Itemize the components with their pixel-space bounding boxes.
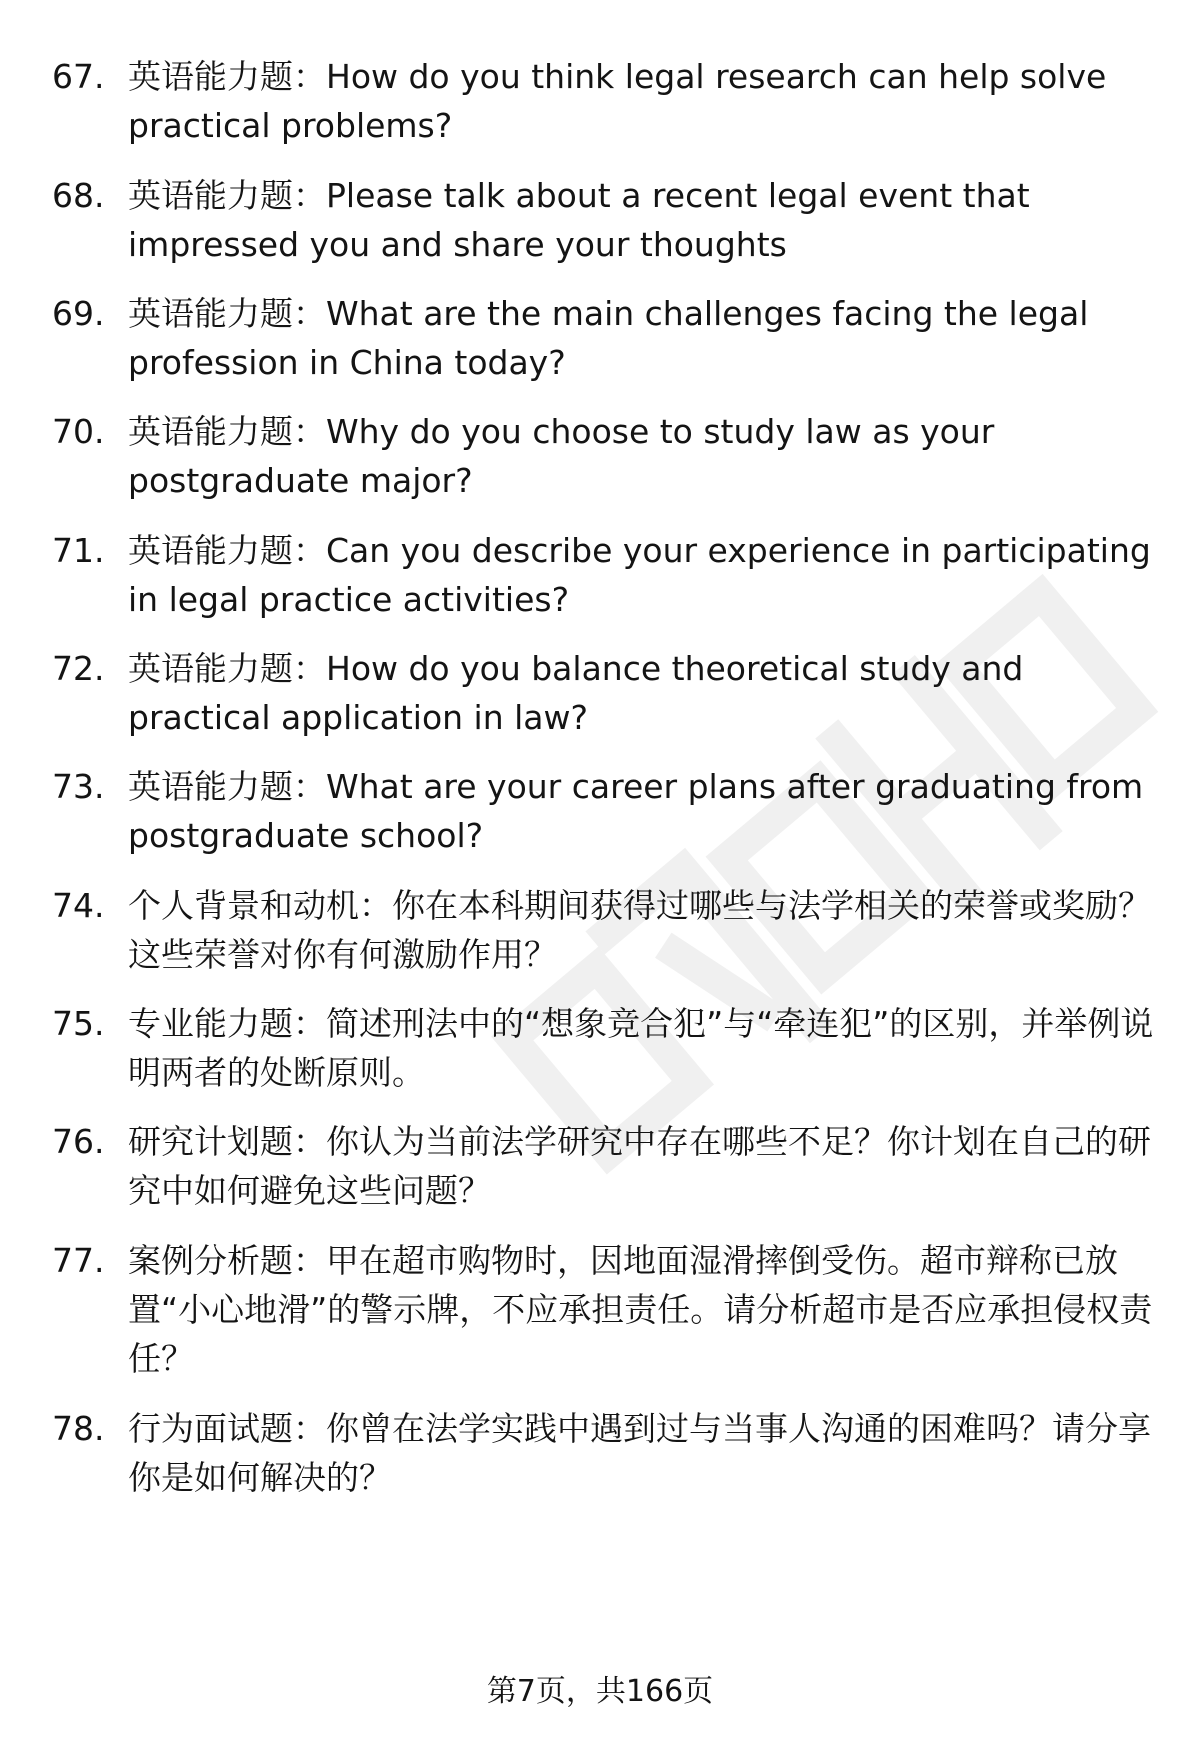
question-text: 英语能力题：How do you balance theoretical study and practical application in law? [128,649,1024,737]
question-number: 71. [52,531,105,570]
question-number: 72. [52,649,105,688]
question-item [52,407,1162,505]
question-number: 73. [52,767,105,806]
question-item [52,526,1162,624]
question-item [52,881,1162,979]
question-text: 研究计划题：你认为当前法学研究中存在哪些不足？你计划在自己的研究中如何避免这些问题？ [128,1122,1151,1210]
question-text: 英语能力题：What are the main challenges facing the legal profession in China today? [128,294,1089,382]
question-text: 英语能力题：How do you think legal research can help solve practical problems? [128,57,1107,145]
question-item [52,999,1162,1097]
question-item [52,644,1162,742]
question-number: 68. [52,176,105,215]
question-item [52,171,1162,269]
question-text: 专业能力题：简述刑法中的“想象竞合犯”与“牵连犯”的区别，并举例说明两者的处断原则。 [128,1004,1154,1092]
question-item [52,1236,1162,1383]
question-text: 英语能力题：Why do you choose to study law as your postgraduate major? [128,412,995,500]
question-number: 70. [52,412,105,451]
question-text: 案例分析题：甲在超市购物时，因地面湿滑摔倒受伤。超市辩称已放置“小心地滑”的警示牌，不应承担责任。请分析超市是否应承担侵权责任？ [128,1241,1153,1378]
question-text: 个人背景和动机：你在本科期间获得过哪些与法学相关的荣誉或奖励？这些荣誉对你有何激励作用？ [128,886,1151,974]
question-item [52,289,1162,387]
question-number: 78. [52,1409,105,1448]
question-number: 77. [52,1241,105,1280]
question-text: 行为面试题：你曾在法学实践中遇到过与当事人沟通的困难吗？请分享你是如何解决的？ [128,1409,1151,1497]
question-number: 74. [52,886,105,925]
question-item [52,1404,1162,1502]
question-text: 英语能力题：Please talk about a recent legal event that impressed you and share your thoughts [128,176,1030,264]
question-text: 英语能力题：What are your career plans after graduating from postgraduate school? [128,767,1144,855]
question-number: 75. [52,1004,105,1043]
question-number: 76. [52,1122,105,1161]
question-item [52,762,1162,860]
question-item [52,52,1162,150]
question-item [52,1117,1162,1215]
page-footer: 第7页，共166页 [486,1674,714,1709]
question-text: 英语能力题：Can you describe your experience in participating in legal practice activities? [128,531,1151,619]
question-number: 69. [52,294,105,333]
question-number: 67. [52,57,105,96]
